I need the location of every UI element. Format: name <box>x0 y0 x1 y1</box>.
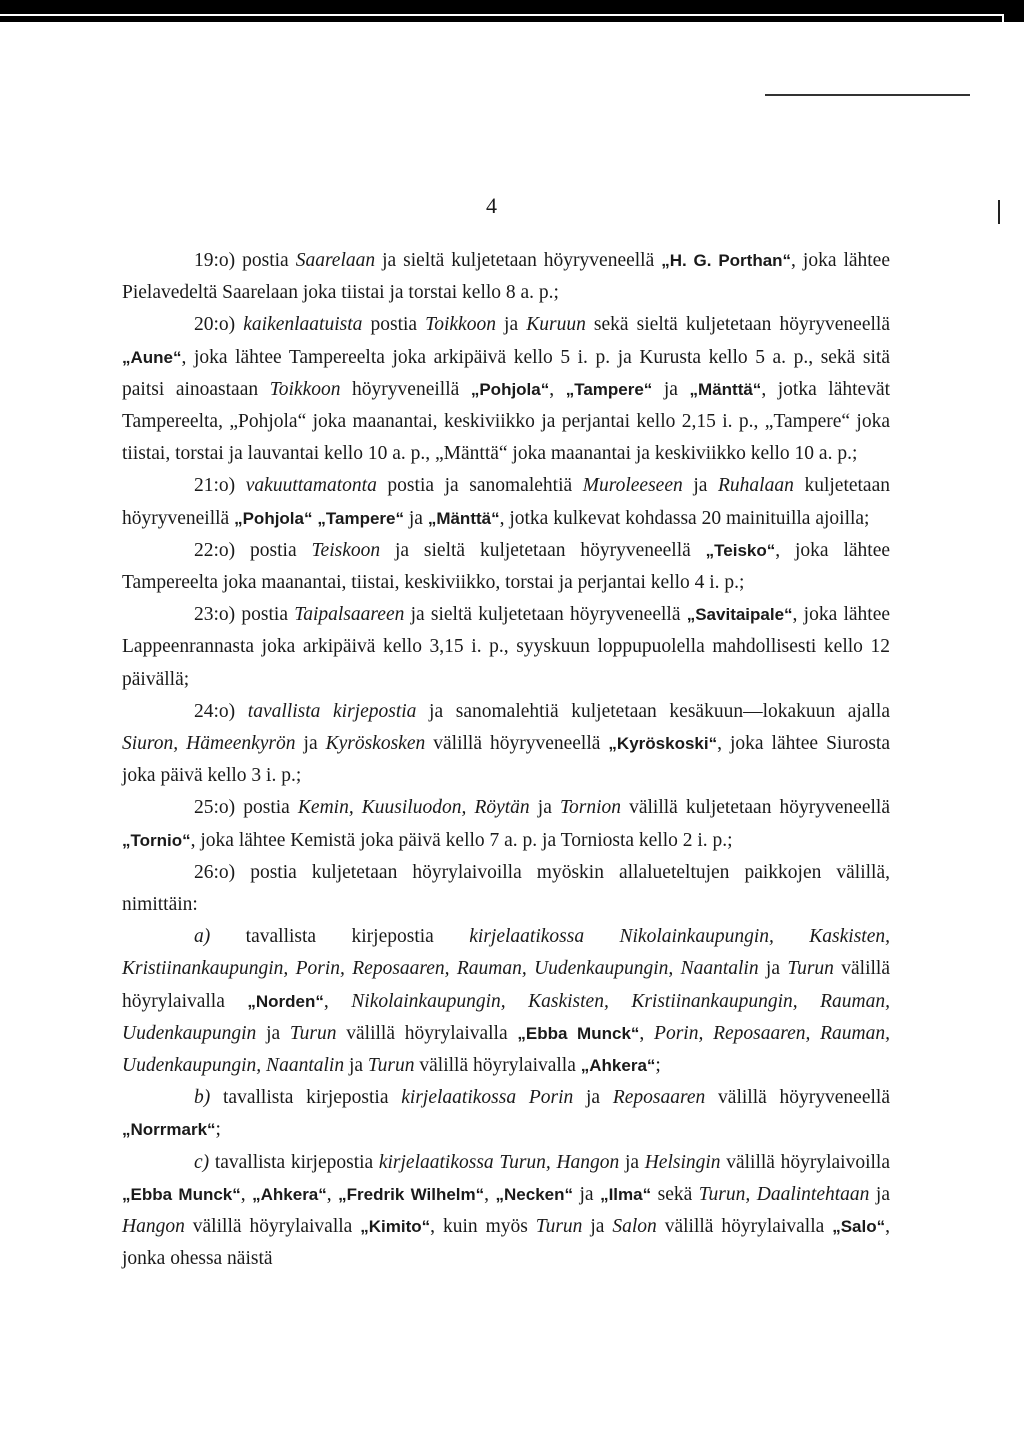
emphasis-text: vakuuttamatonta <box>245 475 377 497</box>
scan-frame-top-edge <box>0 14 1004 16</box>
text-run: ja sieltä kuljetetaan höyryveneellä <box>375 250 662 271</box>
emphasis-text: Siuron, Hämeenkyrön <box>122 733 296 755</box>
text-run: ja <box>652 378 690 400</box>
text-run: ja <box>869 1183 890 1205</box>
ship-name: „Kimito“ <box>360 1217 431 1237</box>
emphasis-text: Kemin, Kuusiluodon, Röytän <box>297 797 530 819</box>
text-run: sekä sieltä kuljetetaan höyryveneellä <box>585 314 890 336</box>
text-run: 24:o) <box>194 700 248 722</box>
emphasis-text: Muroleeseen <box>582 475 683 497</box>
text-run: postia ja sanomalehtiä <box>376 475 583 497</box>
text-run: ja <box>573 1183 601 1205</box>
paragraph <box>122 599 890 696</box>
text-run: 26:o) postia kuljetetaan höyrylaivoilla myöskin allalueteltujen paikkojen välillä, nimittäin: <box>122 861 890 916</box>
ship-name: „H. G. Porthan“ <box>661 251 792 270</box>
text-run: ja <box>529 797 560 819</box>
emphasis-text: Helsingin <box>644 1151 721 1173</box>
text-run: välillä höyryveneellä <box>705 1087 890 1109</box>
paragraph <box>122 535 890 599</box>
ship-name: „Aune“ <box>122 347 182 367</box>
emphasis-text: Turun <box>535 1216 583 1238</box>
ship-name: „Norden“ <box>247 991 324 1011</box>
page-number: 4 <box>486 193 497 218</box>
emphasis-text: kirjelaatikossa Nikolainkaupungin, Kaskisten, Kristiinankaupungin, Porin, Reposaaren, Rauman, Uudenkaupungin, Naantalin <box>122 926 890 980</box>
emphasis-text: kirjelaatikossa Turun, Hangon <box>378 1151 620 1173</box>
emphasis-text: c) <box>194 1151 210 1173</box>
paragraph <box>122 245 890 309</box>
text-run: ja <box>582 1216 613 1238</box>
text-run: ja <box>256 1022 290 1044</box>
ship-name: „Mänttä“ <box>427 508 500 528</box>
emphasis-text: Saarelaan <box>295 250 376 271</box>
text-run: höyryveneillä <box>340 378 471 400</box>
paragraph <box>122 1082 890 1146</box>
text-run: , jotka lähtevät Tampereelta, „Pohjola“ joka maanantai, keskiviikko ja perjantai kello 2,15 i. p., „Tampere“ joka tiistai, torstai ja lauvantai kello 10 a. p., „Mänttä“ joka maanantai ja keskiviikko kello 10 a. p.; <box>122 378 891 465</box>
text-run: , <box>549 378 566 400</box>
text-run: , joka lähtee Pielavedeltä Saarelaan joka tiistai ja torstai kello 8 a. p.; <box>122 250 890 304</box>
text-run: , <box>240 1183 253 1205</box>
text-run: 22:o) postia <box>194 539 312 561</box>
text-run: ; <box>655 1055 661 1077</box>
ship-name: „Teisko“ <box>705 540 776 560</box>
text-run: , joka lähtee Tampereelta joka arkipäivä kello 5 i. p. ja Kurusta kello 5 a. p., sekä sitä paitsi ainoastaan <box>122 346 890 400</box>
ship-name: „Ilma“ <box>600 1184 652 1204</box>
text-run: , joka lähtee Tampereelta joka maanantai, tiistai, keskiviikko, torstai ja perjantai kello 4 i. p.; <box>122 539 891 594</box>
emphasis-text: Hangon <box>122 1216 185 1238</box>
emphasis-text: Turun <box>367 1055 415 1077</box>
text-run: , <box>484 1183 496 1205</box>
ship-name: „Tornio“ <box>122 830 191 850</box>
text-run: , joka lähtee Siurosta joka päivä kello 3 i. p.; <box>122 733 890 787</box>
emphasis-text: Reposaaren <box>612 1087 706 1109</box>
text-run: välillä kuljetetaan höyryveneellä <box>621 797 890 819</box>
ship-name: „Ahkera“ <box>580 1056 656 1076</box>
emphasis-text: tavallista kirjepostia <box>247 700 417 722</box>
text-run: ja <box>403 507 428 529</box>
ship-name: „Pohjola“ <box>470 379 550 399</box>
text-run: välillä höyrylaivalla <box>336 1022 518 1044</box>
ship-name: „Ebba Munck“ <box>122 1184 241 1204</box>
ship-name: „Pohjola“ <box>234 508 313 528</box>
emphasis-text: Nikolainkaupungin, Kaskisten, Kristiinankaupungin, Rauman, Uudenkaupungin <box>122 990 890 1044</box>
ship-name: „Tampere“ <box>565 379 653 399</box>
scan-artifact-mark <box>998 200 1000 224</box>
text-run: , joka lähtee Lappeenrannasta joka arkipäivä kello 3,15 i. p., syyskuun loppupuolella mahdollisesti kello 12 päivällä; <box>122 604 891 690</box>
text-run: 21:o) <box>194 475 246 497</box>
ship-name: „Savitaipale“ <box>686 605 793 625</box>
text-run: 19:o) postia <box>194 250 296 271</box>
ship-name: „Fredrik Wilhelm“ <box>338 1184 485 1204</box>
ship-name: „Tampere“ <box>317 508 404 528</box>
text-run: , jotka kulkevat kohdassa 20 mainituilla ajoilla; <box>499 507 870 529</box>
scan-artifact-rule <box>765 94 970 96</box>
ship-name: „Norrmark“ <box>122 1120 216 1140</box>
text-run: , <box>323 990 352 1012</box>
ship-name: „Salo“ <box>832 1217 886 1237</box>
paragraph <box>122 921 890 1082</box>
emphasis-text: Taipalsaareen <box>294 604 405 626</box>
emphasis-text: Turun <box>289 1022 337 1044</box>
emphasis-text: b) <box>194 1087 211 1109</box>
text-run: ; <box>215 1119 221 1141</box>
emphasis-text: a) <box>194 926 211 948</box>
emphasis-text: Teiskoon <box>311 539 381 561</box>
emphasis-text: kirjelaatikossa Porin <box>401 1087 574 1109</box>
text-run: välillä höyrylaivalla <box>184 1216 361 1238</box>
text-run: ja <box>619 1151 645 1173</box>
ship-name: „Ebba Munck“ <box>517 1023 640 1043</box>
text-run: , kuin myös <box>430 1216 536 1238</box>
emphasis-text: Toikkoon <box>425 314 496 336</box>
emphasis-text: Ruhalaan <box>718 475 794 497</box>
paragraph <box>122 1147 890 1276</box>
text-run: tavallista kirjepostia <box>209 1151 379 1173</box>
ship-name: „Necken“ <box>495 1184 573 1204</box>
text-run: sekä <box>651 1183 699 1205</box>
text-run: , joka lähtee Kemistä joka päivä kello 7 a. p. ja Torniosta kello 2 i. p.; <box>190 829 733 851</box>
text-run: ja <box>295 733 326 755</box>
paragraph <box>122 309 890 470</box>
text-run: 23:o) postia <box>194 604 295 626</box>
emphasis-text: Toikkoon <box>269 378 341 400</box>
ship-name: „Kyröskoski“ <box>608 734 718 754</box>
document-page <box>0 22 1024 1455</box>
emphasis-text: Tornion <box>559 797 621 819</box>
text-run: , jonka ohessa näistä <box>122 1216 890 1270</box>
ship-name: „Ahkera“ <box>252 1184 327 1204</box>
emphasis-text: Porin, Reposaaren, Rauman, Uudenkaupungin, Naantalin <box>122 1022 891 1077</box>
emphasis-text: Kyröskosken <box>325 733 426 755</box>
text-run: 25:o) postia <box>194 797 298 819</box>
emphasis-text: Turun <box>787 958 834 980</box>
emphasis-text: Salon <box>612 1216 657 1238</box>
text-run: ja sieltä kuljetetaan höyryveneellä <box>404 604 687 626</box>
text-run: välillä höyrylaivalla <box>122 958 890 1012</box>
emphasis-text: kaikenlaatuista <box>243 314 363 336</box>
text-run: ja <box>573 1087 613 1109</box>
text-run: välillä höyrylaivoilla <box>720 1151 891 1173</box>
body-text <box>122 245 890 1276</box>
text-run: ja sieltä kuljetetaan höyryveneellä <box>380 539 706 561</box>
emphasis-text: Turun, Daalintehtaan <box>698 1183 870 1205</box>
text-run: kuljetetaan höyryveneillä <box>122 475 890 529</box>
paragraph <box>122 857 890 921</box>
text-run: tavallista kirjepostia <box>210 926 470 948</box>
text-run: ja <box>682 475 719 497</box>
text-run: , <box>639 1022 655 1044</box>
paragraph <box>122 696 890 793</box>
paragraph <box>122 792 890 856</box>
ship-name: „Mänttä“ <box>689 379 762 399</box>
text-run: välillä höyrylaivalla <box>414 1055 581 1077</box>
text-run: ja <box>758 958 788 980</box>
text-run: postia <box>362 314 426 336</box>
text-run: ja sanomalehtiä kuljetetaan kesäkuun—lokakuun ajalla <box>416 700 890 722</box>
text-run: välillä höyryveneellä <box>425 733 609 755</box>
text-run: ja <box>344 1055 368 1077</box>
text-run: tavallista kirjepostia <box>210 1087 402 1109</box>
emphasis-text: Kuruun <box>526 314 586 336</box>
text-run: välillä höyrylaivalla <box>656 1216 833 1238</box>
text-run: ja <box>495 314 527 336</box>
text-run: , <box>326 1183 339 1205</box>
paragraph <box>122 470 890 534</box>
text-run: 20:o) <box>194 314 244 336</box>
